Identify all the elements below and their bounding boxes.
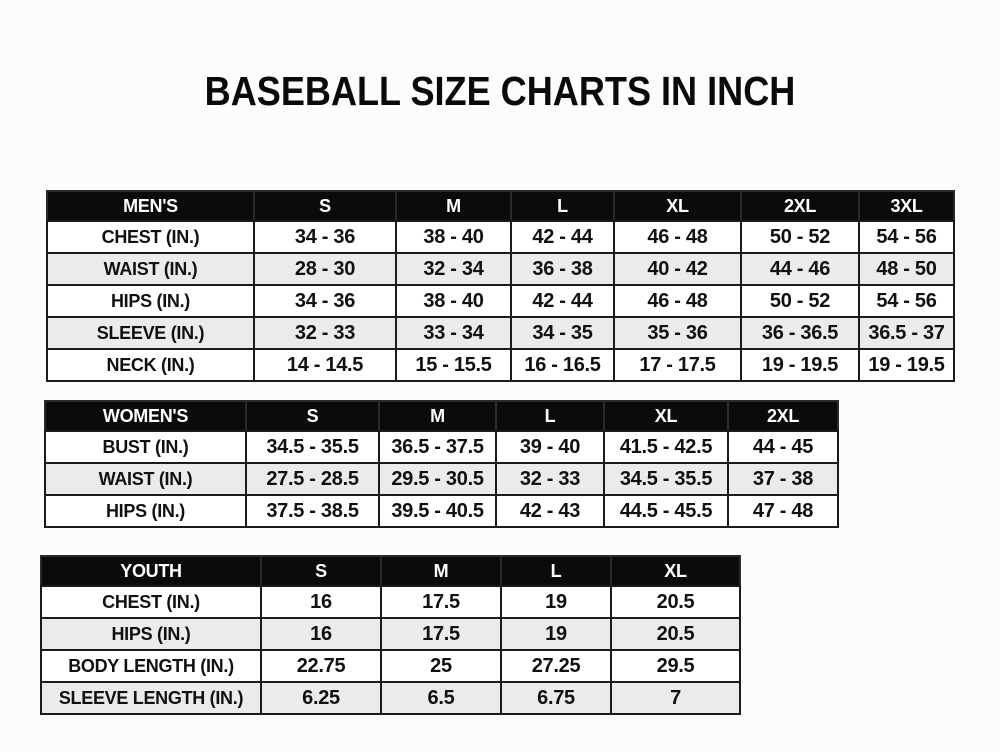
value-cell: 32 - 33 [254, 317, 396, 349]
value-cell: 19 - 19.5 [741, 349, 859, 381]
value-cell: 42 - 43 [496, 495, 604, 527]
value-cell: 27.25 [501, 650, 611, 682]
table-row [45, 463, 838, 495]
value-cell: 34 - 36 [254, 285, 396, 317]
table-row [47, 349, 954, 381]
value-cell: 6.75 [501, 682, 611, 714]
value-cell: 16 [261, 618, 381, 650]
value-cell: 54 - 56 [859, 221, 954, 253]
value-cell: 42 - 44 [511, 285, 614, 317]
value-cell: 7 [611, 682, 740, 714]
value-cell: 19 [501, 618, 611, 650]
value-cell: 15 - 15.5 [396, 349, 511, 381]
size-header-cell: 2XL [728, 401, 838, 431]
value-cell: 39.5 - 40.5 [379, 495, 496, 527]
value-cell: 37 - 38 [728, 463, 838, 495]
mens-table-title-cell: MEN'S [47, 191, 254, 221]
value-cell: 50 - 52 [741, 285, 859, 317]
size-header-cell: M [396, 191, 511, 221]
row-label-cell: HIPS (IN.) [41, 618, 261, 650]
value-cell: 20.5 [611, 618, 740, 650]
value-cell: 38 - 40 [396, 221, 511, 253]
table-row [45, 431, 838, 463]
table-row [41, 650, 740, 682]
size-header-cell: XL [614, 191, 741, 221]
row-label-cell: NECK (IN.) [47, 349, 254, 381]
value-cell: 46 - 48 [614, 285, 741, 317]
value-cell: 40 - 42 [614, 253, 741, 285]
value-cell: 47 - 48 [728, 495, 838, 527]
value-cell: 44 - 45 [728, 431, 838, 463]
value-cell: 34.5 - 35.5 [604, 463, 728, 495]
value-cell: 14 - 14.5 [254, 349, 396, 381]
youth-size-table [40, 555, 741, 715]
value-cell: 50 - 52 [741, 221, 859, 253]
table-row [47, 221, 954, 253]
table-row [41, 586, 740, 618]
value-cell: 32 - 34 [396, 253, 511, 285]
row-label-cell: CHEST (IN.) [47, 221, 254, 253]
row-label-cell: WAIST (IN.) [45, 463, 246, 495]
value-cell: 44.5 - 45.5 [604, 495, 728, 527]
value-cell: 20.5 [611, 586, 740, 618]
value-cell: 6.5 [381, 682, 501, 714]
value-cell: 19 - 19.5 [859, 349, 954, 381]
youth-table-title-cell: YOUTH [41, 556, 261, 586]
size-header-cell: 3XL [859, 191, 954, 221]
value-cell: 41.5 - 42.5 [604, 431, 728, 463]
table-row [47, 285, 954, 317]
mens-size-table [46, 190, 955, 382]
table-row [47, 253, 954, 285]
page-title: BASEBALL SIZE CHARTS IN INCH [204, 68, 796, 114]
value-cell: 36 - 38 [511, 253, 614, 285]
size-header-cell: L [496, 401, 604, 431]
value-cell: 42 - 44 [511, 221, 614, 253]
value-cell: 33 - 34 [396, 317, 511, 349]
value-cell: 34 - 35 [511, 317, 614, 349]
value-cell: 48 - 50 [859, 253, 954, 285]
size-header-cell: 2XL [741, 191, 859, 221]
womens-size-table [44, 400, 839, 528]
size-header-cell: S [246, 401, 379, 431]
row-label-cell: HIPS (IN.) [45, 495, 246, 527]
womens-table-title-cell: WOMEN'S [45, 401, 246, 431]
table-row [41, 618, 740, 650]
size-header-cell: L [501, 556, 611, 586]
row-label-cell: SLEEVE LENGTH (IN.) [41, 682, 261, 714]
value-cell: 16 [261, 586, 381, 618]
row-label-cell: CHEST (IN.) [41, 586, 261, 618]
size-header-cell: XL [604, 401, 728, 431]
value-cell: 29.5 - 30.5 [379, 463, 496, 495]
size-header-cell: L [511, 191, 614, 221]
value-cell: 35 - 36 [614, 317, 741, 349]
value-cell: 54 - 56 [859, 285, 954, 317]
value-cell: 34 - 36 [254, 221, 396, 253]
value-cell: 44 - 46 [741, 253, 859, 285]
row-label-cell: BODY LENGTH (IN.) [41, 650, 261, 682]
value-cell: 34.5 - 35.5 [246, 431, 379, 463]
row-label-cell: BUST (IN.) [45, 431, 246, 463]
value-cell: 37.5 - 38.5 [246, 495, 379, 527]
size-header-cell: M [379, 401, 496, 431]
size-header-cell: S [261, 556, 381, 586]
value-cell: 22.75 [261, 650, 381, 682]
womens-header-row [45, 401, 838, 431]
size-header-cell: XL [611, 556, 740, 586]
value-cell: 17 - 17.5 [614, 349, 741, 381]
value-cell: 28 - 30 [254, 253, 396, 285]
row-label-cell: WAIST (IN.) [47, 253, 254, 285]
mens-header-row [47, 191, 954, 221]
value-cell: 38 - 40 [396, 285, 511, 317]
row-label-cell: HIPS (IN.) [47, 285, 254, 317]
value-cell: 16 - 16.5 [511, 349, 614, 381]
value-cell: 36.5 - 37 [859, 317, 954, 349]
value-cell: 46 - 48 [614, 221, 741, 253]
value-cell: 36.5 - 37.5 [379, 431, 496, 463]
value-cell: 39 - 40 [496, 431, 604, 463]
size-header-cell: M [381, 556, 501, 586]
youth-header-row [41, 556, 740, 586]
value-cell: 17.5 [381, 618, 501, 650]
value-cell: 17.5 [381, 586, 501, 618]
size-header-cell: S [254, 191, 396, 221]
value-cell: 36 - 36.5 [741, 317, 859, 349]
table-row [47, 317, 954, 349]
value-cell: 27.5 - 28.5 [246, 463, 379, 495]
table-row [41, 682, 740, 714]
value-cell: 25 [381, 650, 501, 682]
row-label-cell: SLEEVE (IN.) [47, 317, 254, 349]
value-cell: 6.25 [261, 682, 381, 714]
table-row [45, 495, 838, 527]
value-cell: 29.5 [611, 650, 740, 682]
value-cell: 32 - 33 [496, 463, 604, 495]
value-cell: 19 [501, 586, 611, 618]
